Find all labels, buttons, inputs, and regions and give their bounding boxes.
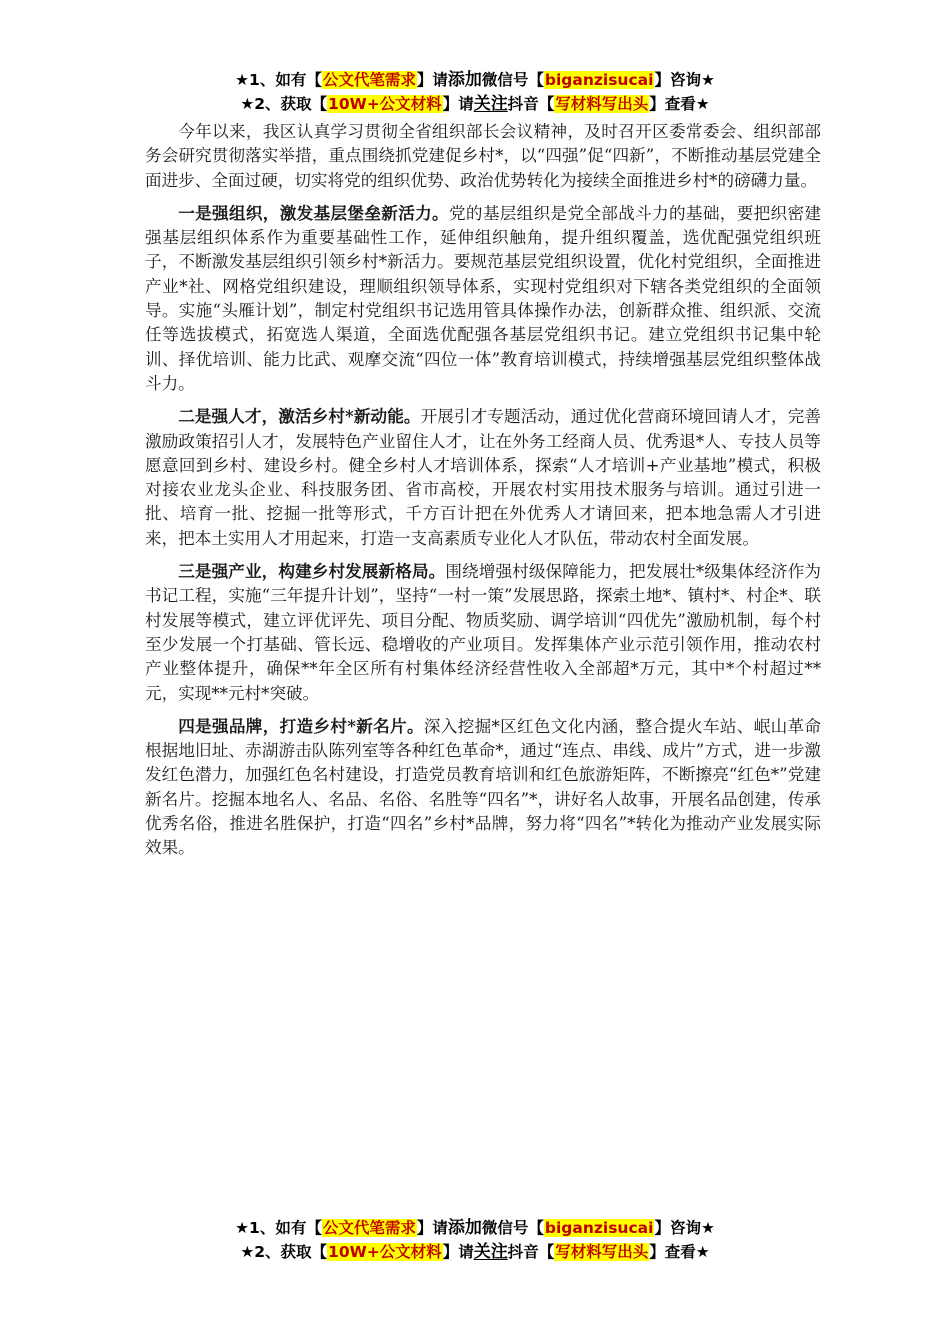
intro-paragraph: 今年以来，我区认真学习贯彻全省组织部长会议精神，及时召开区委常委会、组织部部务会研究贯彻落实举措，重点围绕抓党建促乡村*，以“四强”促“四新”，不断推动基层党建全面进步、全面过硬，切实将党的组织优势、政治优势转化为接续全面推进乡村*的磅礴力量。 xyxy=(145,122,821,190)
banner-text: 微信号【 xyxy=(481,1219,544,1237)
banner-text: ★1、如有【 xyxy=(235,71,322,89)
section-heading: 二是强人才，激活乡村*新动能。 xyxy=(178,406,421,427)
banner-line-1 xyxy=(0,1216,950,1240)
highlight-wechat-id: biganzisucai xyxy=(544,71,654,89)
banner-text: ★2、获取【 xyxy=(240,1243,328,1261)
highlight-wechat-id: biganzisucai xyxy=(544,1219,654,1237)
section-body: 围绕增强村级保障能力，把发展壮*级集体经济作为书记工程，实施“三年提升计划”，坚持“一村一策”发展思路，探索土地*、镇村*、村企*、联村发展等模式，建立评优评先、项目分配、物质奖励、调学培训“四优先”激励机制，每个村至少发展一个打基础、管长远、稳增收的产业项目。发挥集体产业示范引领作用，推动农村产业整体提升，确保**年全区所有村集体经济经营性收入全部超*万元，其中*个村超过**元，实现**元村*突破。 xyxy=(145,562,822,703)
banner-text: 抖音【 xyxy=(507,95,555,113)
section-body: 党的基层组织是党全部战斗力的基础，要把织密建强基层组织体系作为重要基础性工作，延伸组织触角，提升组织覆盖，选优配强党组织班子，不断激发基层组织引领乡村*新活力。要规范基层党组织设置，优化村党组织，全面推进产业*社、网格党组织建设，理顺组织领导体系，实现村党组织对下辖各类党组织的全面领导。实施“头雁计划”，制定村党组织书记选用管具体操作办法，创新群众推、组织派、交流任等选拔模式，拓宽选人渠道，全面选优配强各基层党组织书记。建立党组织书记集中轮训、择优培训、能力比武、观摩交流“四位一体”教育培训模式，持续增强基层党组织整体战斗力。 xyxy=(145,203,821,393)
highlight-ghostwriting: 公文代笔需求 xyxy=(322,71,416,89)
section-body: 深入挖掘*区红色文化内涵，整合提火车站、岷山革命根据地旧址、赤湖游击队陈列室等各种红色革命*，通过“连点、串线、成片”方式，进一步激发红色潜力，加强红色名村建设，打造党员教育培训和红色旅游矩阵，不断擦亮“红色*”党建新名片。挖掘本地名人、名品、名俗、名胜等“四名”*，讲好名人故事，开展名品创建，传承优秀名俗，推进名胜保护，打造“四名”乡村*品牌，努力将“四名”*转化为推动产业发展实际效果。 xyxy=(145,716,821,858)
section-heading: 三是强产业，构建乡村发展新格局。 xyxy=(178,561,446,582)
banner-text: 】咨询★ xyxy=(654,71,715,89)
banner-text: 】请 xyxy=(416,1219,448,1237)
banner-text: 微信号【 xyxy=(481,71,544,89)
highlight-ghostwriting: 公文代笔需求 xyxy=(322,1219,416,1237)
section-body: 开展引才专题活动，通过优化营商环境回请人才，完善激励政策招引人才，发展特色产业留住人才，让在外务工经商人员、优秀退*人、专技人员等愿意回到乡村、建设乡村。健全乡村人才培训体系，探索“人才培训+产业基地”模式，积极对接农业龙头企业、科技服务团、省市高校，开展农村实用技术服务与培训。通过引进一批、培育一批、挖掘一批等形式，千方百计把在外优秀人才请回来，把本地急需人才引进来，把本土实用人才用起来，打造一支高素质专业化人才队伍，带动农村全面发展。 xyxy=(145,407,821,548)
highlight-douyin-account: 写材料写出头 xyxy=(555,1243,649,1261)
section-heading: 一是强组织，激发基层堡垒新活力。 xyxy=(178,202,449,223)
banner-text: 添加 xyxy=(447,1218,482,1238)
highlight-materials: 10W+公文材料 xyxy=(328,1243,442,1261)
banner-text: 关注 xyxy=(473,94,508,114)
header-banner xyxy=(0,68,950,116)
section-paragraph-1 xyxy=(145,201,821,396)
banner-text: 】查看★ xyxy=(649,95,710,113)
highlight-douyin-account: 写材料写出头 xyxy=(555,95,649,113)
footer-banner xyxy=(0,1216,950,1264)
banner-text: 添加 xyxy=(447,70,482,90)
banner-text: 抖音【 xyxy=(507,1243,555,1261)
section-paragraph-2 xyxy=(145,404,821,551)
banner-line-2 xyxy=(0,92,950,116)
banner-text: ★2、获取【 xyxy=(240,95,328,113)
banner-text: 】咨询★ xyxy=(654,1219,715,1237)
banner-text: ★1、如有【 xyxy=(235,1219,322,1237)
banner-text: 】查看★ xyxy=(649,1243,710,1261)
banner-text: 】请 xyxy=(416,71,448,89)
section-paragraph-4 xyxy=(145,714,821,861)
banner-text: 】请 xyxy=(442,1243,474,1261)
section-paragraph-3 xyxy=(145,559,821,706)
banner-text: 关注 xyxy=(473,1242,508,1262)
highlight-materials: 10W+公文材料 xyxy=(328,95,442,113)
banner-line-2 xyxy=(0,1240,950,1264)
banner-text: 】请 xyxy=(442,95,474,113)
section-heading: 四是强品牌，打造乡村*新名片。 xyxy=(178,715,424,736)
banner-line-1 xyxy=(0,68,950,92)
document-body xyxy=(145,120,821,869)
